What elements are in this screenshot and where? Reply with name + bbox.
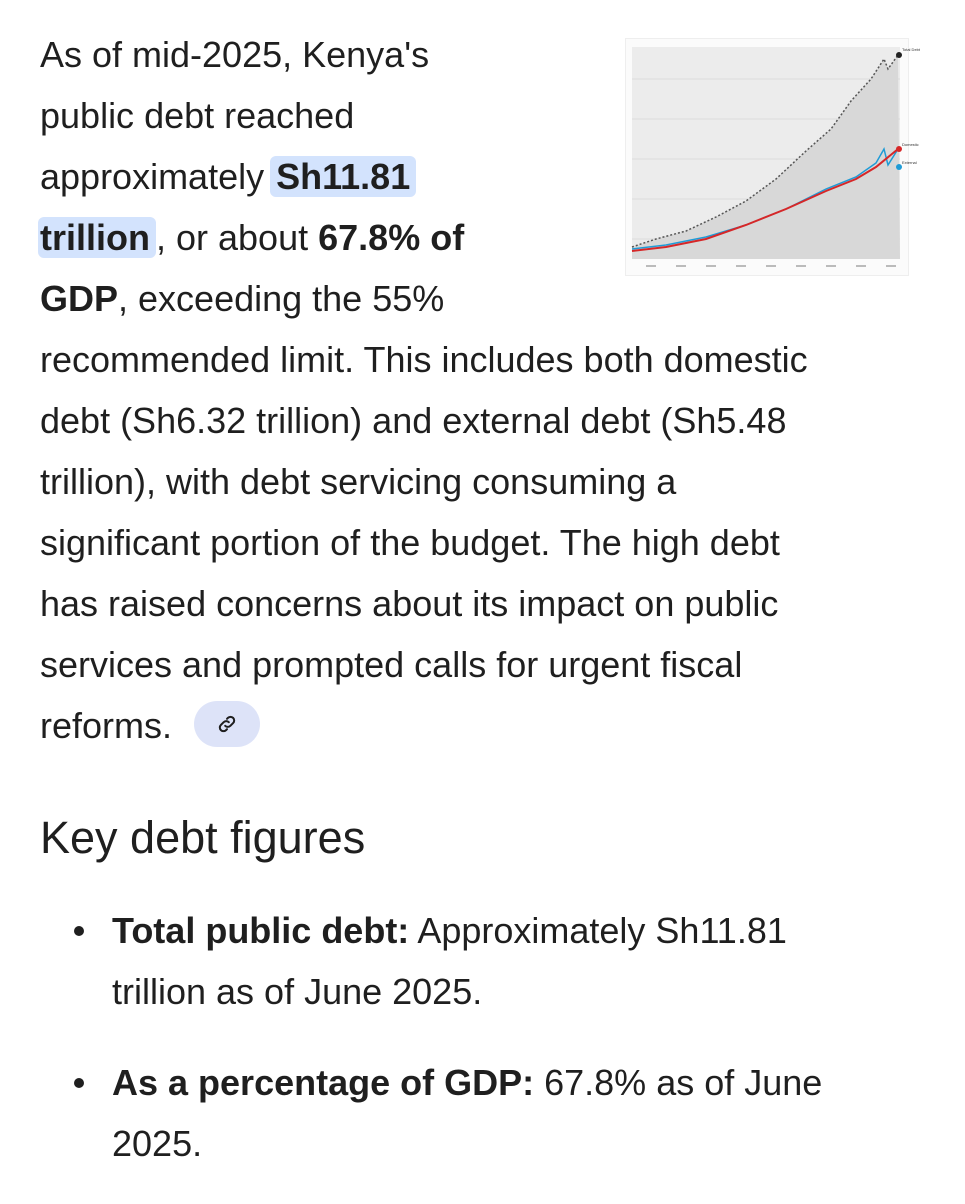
legend-domestic: Domestic [902,142,919,147]
text-line: significant portion of the budget. The high debt [40,522,780,563]
highlight-total-debt-cont[interactable] [38,217,156,258]
list-item [40,900,935,1022]
list-item [40,1052,935,1174]
text-fragment: , exceeding the 55% [118,278,445,319]
debt-chart-thumbnail[interactable] [625,38,921,276]
debt-chart-graphic [626,39,921,275]
text-line: services and prompted calls for urgent fiscal [40,644,743,685]
source-link-chip[interactable] [194,701,260,747]
text-line: debt (Sh6.32 trillion) and external debt (Sh5.48 [40,400,787,441]
bullet-label: Total public debt: [112,910,410,951]
highlighted-figure: Sh11.81 [276,156,411,197]
bullet-text: Approximately Sh11.81 [409,910,787,951]
text-line: trillion), with debt servicing consuming a [40,461,677,502]
bullet-text: trillion as of June 2025. [112,971,483,1012]
bullet-label: As a percentage of GDP: [112,1062,535,1103]
text-line: approximately [40,156,265,197]
highlight-total-debt[interactable] [270,156,416,197]
bullet-dot-icon [74,926,84,936]
bullet-text: 67.8% as of June [534,1062,823,1103]
text-line: has raised concerns about its impact on public [40,583,779,624]
text-line: As of mid-2025, Kenya's [40,34,430,75]
bullet-dot-icon [74,1078,84,1088]
text-line: recommended limit. This includes both domestic [40,339,808,380]
bullet-text: 2025. [112,1123,203,1164]
gdp-label: GDP [40,278,119,319]
legend-total: Total Debt [902,47,921,52]
text-fragment: , or about [156,217,309,258]
link-icon [216,713,238,735]
gdp-percent-value: 67.8% of [318,217,465,258]
text-line: reforms. [40,705,173,746]
section-heading: Key debt figures [40,812,366,863]
text-line: public debt reached [40,95,355,136]
legend-external: External [902,160,917,165]
key-figures-list [40,900,935,1204]
highlighted-figure-unit: trillion [40,217,150,258]
